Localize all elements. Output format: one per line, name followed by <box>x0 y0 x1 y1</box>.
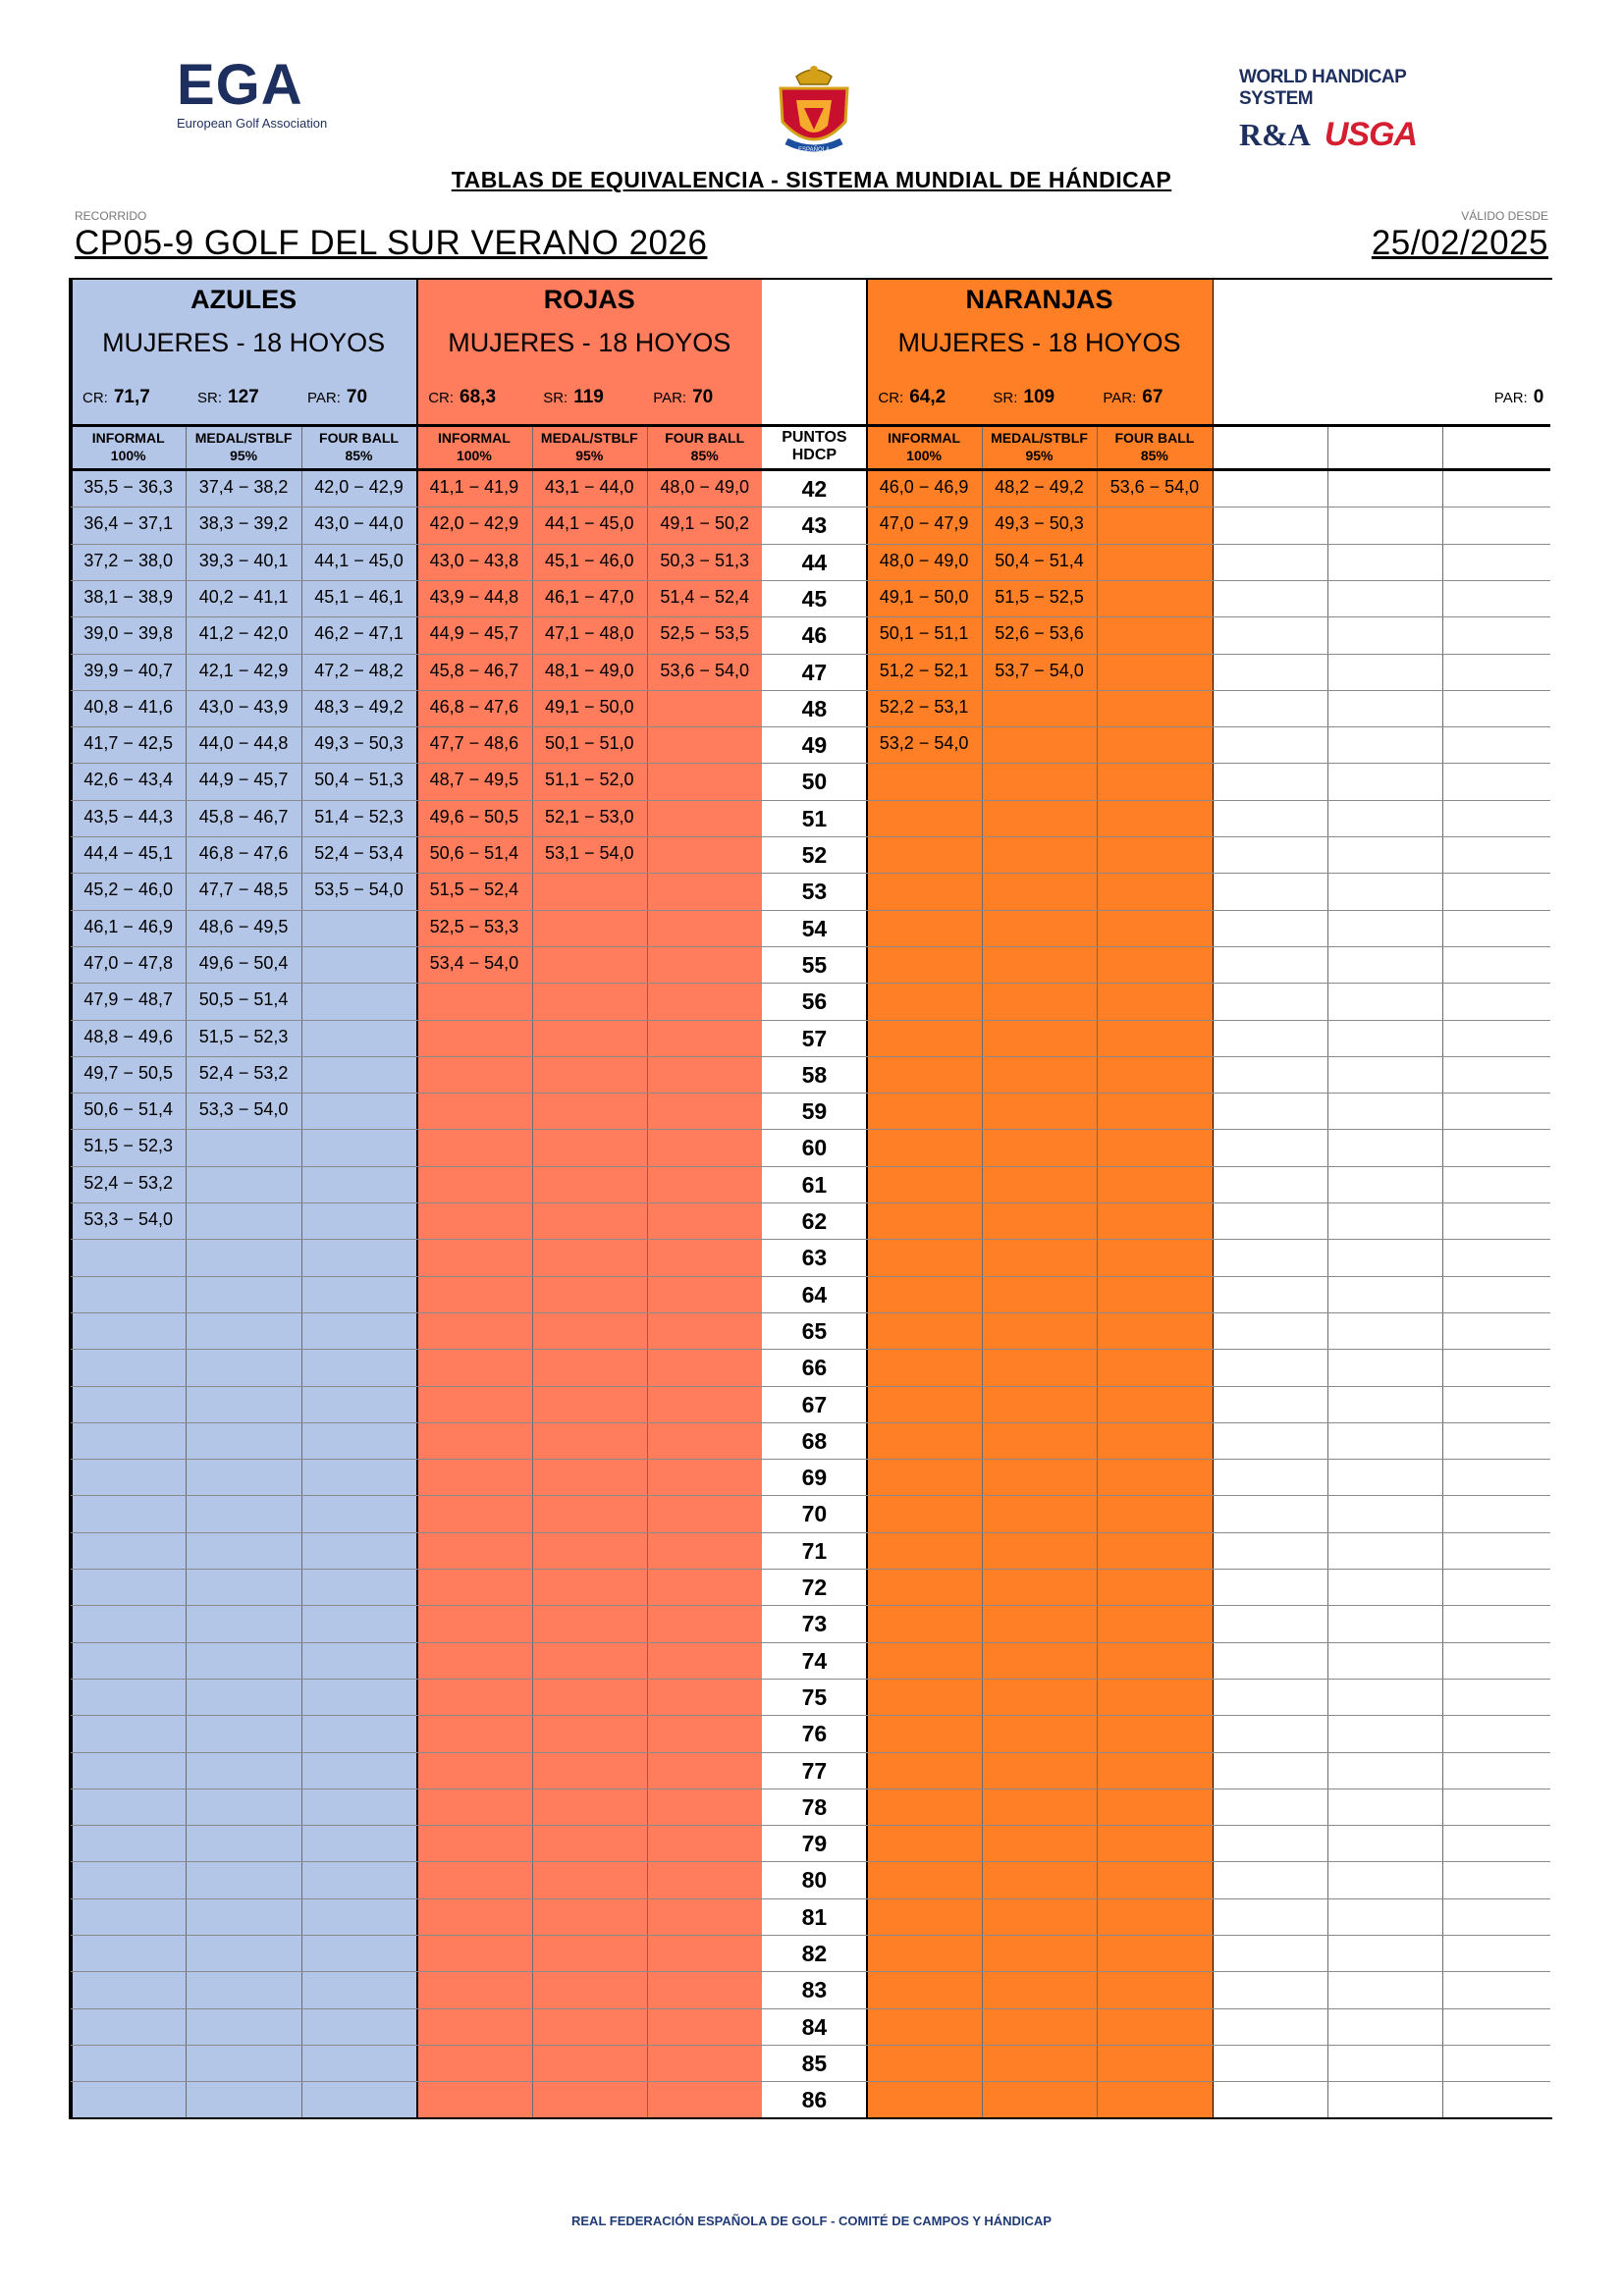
column-header <box>186 425 300 470</box>
handicap-points: 64 <box>801 1281 828 1308</box>
recorrido-label: RECORRIDO <box>75 209 147 223</box>
handicap-points: 45 <box>801 585 828 612</box>
handicap-points: 65 <box>801 1317 828 1344</box>
range-cell: 48,7 − 49,5 <box>429 770 519 790</box>
column-header-type: FOUR BALL <box>665 430 745 446</box>
row-divider <box>71 2081 1550 2082</box>
range-cell: 43,9 − 44,8 <box>429 586 519 607</box>
par-label: PAR: <box>307 390 341 406</box>
handicap-points: 79 <box>801 1831 828 1857</box>
row-divider <box>71 1239 1550 1240</box>
row-divider <box>71 2045 1550 2046</box>
group-name: AZULES <box>190 285 298 314</box>
range-cell: 45,2 − 46,0 <box>83 880 173 900</box>
ega-tagline: European Golf Association <box>177 116 328 131</box>
column-header <box>866 425 981 470</box>
row-divider <box>71 1386 1550 1387</box>
range-cell: 50,4 − 51,4 <box>995 550 1084 570</box>
handicap-points: 46 <box>801 622 828 649</box>
range-cell: 39,0 − 39,8 <box>83 623 173 644</box>
column-header <box>416 425 531 470</box>
range-cell: 47,0 − 47,9 <box>879 513 969 534</box>
range-cell: 50,6 − 51,4 <box>83 1099 173 1120</box>
par-value: 70 <box>692 387 714 407</box>
par-label: PAR: <box>1493 390 1528 406</box>
column-header-percent: 95% <box>230 448 258 463</box>
par-value: 0 <box>1533 387 1544 407</box>
handicap-points: 73 <box>801 1611 828 1637</box>
range-cell: 51,5 − 52,4 <box>429 880 519 900</box>
range-cell: 51,5 − 52,3 <box>83 1136 173 1156</box>
range-cell: 44,9 − 45,7 <box>429 623 519 644</box>
rfeg-crest-icon <box>767 61 861 159</box>
header-border <box>71 468 1550 471</box>
range-cell: 43,0 − 44,0 <box>314 513 404 534</box>
range-cell: 43,5 − 44,3 <box>83 806 173 827</box>
row-divider <box>71 1020 1550 1021</box>
range-cell: 53,2 − 54,0 <box>879 733 969 754</box>
column-header-type: FOUR BALL <box>1114 430 1195 446</box>
range-cell: 39,3 − 40,1 <box>198 550 289 570</box>
range-cell: 47,0 − 47,8 <box>83 952 173 973</box>
group-subtitle: MUJERES - 18 HOYOS <box>102 328 386 357</box>
sr-value: 119 <box>573 387 604 407</box>
sr-label: SR: <box>197 390 223 406</box>
row-divider <box>71 836 1550 837</box>
range-cell: 53,6 − 54,0 <box>1109 477 1200 497</box>
range-cell: 53,7 − 54,0 <box>995 660 1084 680</box>
group-column-4 <box>1213 280 1558 2117</box>
range-cell: 47,2 − 48,2 <box>314 660 404 680</box>
row-divider <box>71 1312 1550 1313</box>
range-cell: 42,1 − 42,9 <box>198 660 289 680</box>
range-cell: 50,3 − 51,3 <box>660 550 749 570</box>
svg-text:ESPAÑOLA: ESPAÑOLA <box>798 147 830 153</box>
range-cell: 47,1 − 48,0 <box>544 623 634 644</box>
row-divider <box>71 1642 1550 1643</box>
column-divider <box>982 425 983 2117</box>
handicap-points: 62 <box>801 1208 828 1234</box>
range-cell: 44,1 − 45,0 <box>544 513 634 534</box>
footer-text: REAL FEDERACIÓN ESPAÑOLA DE GOLF - COMITÉ DE CAMPOS Y HÁNDICAP <box>571 2214 1052 2228</box>
handicap-points: 76 <box>801 1721 828 1747</box>
range-cell: 42,6 − 43,4 <box>83 770 173 790</box>
handicap-points: 43 <box>801 512 828 539</box>
range-cell: 52,4 − 53,2 <box>83 1172 173 1193</box>
sr-label: SR: <box>993 390 1018 406</box>
range-cell: 38,3 − 39,2 <box>198 513 289 534</box>
column-header-percent: 95% <box>1025 448 1054 463</box>
column-header <box>1097 425 1212 470</box>
range-cell: 53,3 − 54,0 <box>198 1099 289 1120</box>
row-divider <box>71 1752 1550 1753</box>
whs-logo <box>1239 67 1445 154</box>
range-cell: 41,1 − 41,9 <box>429 477 519 497</box>
handicap-points: 53 <box>801 879 828 905</box>
usga-logo: USGA <box>1324 116 1418 153</box>
group-divider <box>1213 280 1215 2117</box>
handicap-points: 61 <box>801 1171 828 1198</box>
cr-label: CR: <box>82 390 108 406</box>
row-divider <box>71 1532 1550 1533</box>
cr-value: 71,7 <box>113 387 150 407</box>
handicap-points: 48 <box>801 695 828 721</box>
handicap-points: 56 <box>801 988 828 1015</box>
column-header-type: MEDAL/STBLF <box>194 430 293 446</box>
cr-value: 64,2 <box>909 387 947 407</box>
column-divider <box>1327 425 1328 2117</box>
range-cell: 46,8 − 47,6 <box>198 843 289 863</box>
handicap-points: 50 <box>801 769 828 795</box>
handicap-points: 75 <box>801 1683 828 1710</box>
ega-logo <box>177 53 344 131</box>
column-header-percent: 95% <box>575 448 604 463</box>
group-divider <box>71 280 73 2117</box>
range-cell: 44,1 − 45,0 <box>314 550 404 570</box>
range-cell: 49,3 − 50,3 <box>314 733 404 754</box>
handicap-points: 68 <box>801 1427 828 1454</box>
column-header-percent: 100% <box>110 448 146 463</box>
range-cell: 47,7 − 48,6 <box>429 733 519 754</box>
range-cell: 51,4 − 52,3 <box>314 806 404 827</box>
row-divider <box>71 873 1550 874</box>
column-header-type: INFORMAL <box>888 430 961 446</box>
row-divider <box>71 1569 1550 1570</box>
handicap-points: 74 <box>801 1647 828 1674</box>
slope-rating <box>993 387 1055 408</box>
row-divider <box>71 1129 1550 1130</box>
row-divider <box>71 1202 1550 1203</box>
row-divider <box>71 1093 1550 1094</box>
column-header-type: INFORMAL <box>91 430 165 446</box>
points-header-line1: PUNTOS <box>782 429 847 446</box>
column-header-percent: 100% <box>906 448 942 463</box>
column-divider <box>1097 425 1098 2117</box>
header-border <box>71 424 1550 427</box>
row-divider <box>71 1422 1550 1423</box>
valido-desde-label: VÁLIDO DESDE <box>1461 209 1548 223</box>
row-divider <box>71 654 1550 655</box>
range-cell: 48,0 − 49,0 <box>660 477 749 497</box>
range-cell: 35,5 − 36,3 <box>83 477 173 497</box>
row-divider <box>71 1276 1550 1277</box>
course-rating <box>878 387 946 408</box>
handicap-points: 60 <box>801 1135 828 1161</box>
group-name: ROJAS <box>543 285 635 314</box>
row-divider <box>71 1861 1550 1862</box>
row-divider <box>71 946 1550 947</box>
handicap-points: 42 <box>801 476 828 502</box>
par-value-block <box>653 387 713 408</box>
column-header <box>71 425 186 470</box>
handicap-points: 80 <box>801 1867 828 1894</box>
row-divider <box>71 1898 1550 1899</box>
range-cell: 38,1 − 38,9 <box>83 586 173 607</box>
handicap-points: 77 <box>801 1757 828 1784</box>
cr-value: 68,3 <box>460 387 497 407</box>
handicap-points: 63 <box>801 1245 828 1271</box>
column-header-percent: 85% <box>690 448 719 463</box>
row-divider <box>71 1605 1550 1606</box>
range-cell: 43,0 − 43,9 <box>198 696 289 717</box>
row-divider <box>71 726 1550 727</box>
group-divider <box>416 280 418 2117</box>
range-cell: 50,1 − 51,1 <box>879 623 969 644</box>
course-rating <box>428 387 496 408</box>
handicap-points: 51 <box>801 805 828 831</box>
range-cell: 50,5 − 51,4 <box>198 989 289 1010</box>
handicap-points: 81 <box>801 1903 828 1930</box>
range-cell: 52,5 − 53,3 <box>429 916 519 936</box>
range-cell: 40,2 − 41,1 <box>198 586 289 607</box>
range-cell: 42,0 − 42,9 <box>429 513 519 534</box>
row-divider <box>71 763 1550 764</box>
handicap-points: 59 <box>801 1098 828 1125</box>
range-cell: 48,3 − 49,2 <box>314 696 404 717</box>
whs-title: WORLD HANDICAP SYSTEM <box>1239 67 1406 109</box>
row-divider <box>71 800 1550 801</box>
range-cell: 46,0 − 46,9 <box>879 477 969 497</box>
par-label: PAR: <box>1103 390 1137 406</box>
range-cell: 49,6 − 50,5 <box>429 806 519 827</box>
range-cell: 39,9 − 40,7 <box>83 660 173 680</box>
cr-label: CR: <box>878 390 904 406</box>
points-header-line2: HDCP <box>791 447 838 463</box>
range-cell: 48,2 − 49,2 <box>995 477 1084 497</box>
valid-date: 25/02/2025 <box>1371 224 1548 262</box>
range-cell: 44,4 − 45,1 <box>83 843 173 863</box>
range-cell: 49,1 − 50,0 <box>544 696 634 717</box>
handicap-points: 52 <box>801 842 828 868</box>
range-cell: 51,2 − 52,1 <box>879 660 969 680</box>
handicap-points: 66 <box>801 1355 828 1381</box>
sr-value: 127 <box>228 387 259 407</box>
range-cell: 42,0 − 42,9 <box>314 477 404 497</box>
par-value-block <box>1494 387 1543 408</box>
range-cell: 45,8 − 46,7 <box>429 660 519 680</box>
range-cell: 53,4 − 54,0 <box>429 952 519 973</box>
range-cell: 46,8 − 47,6 <box>429 696 519 717</box>
handicap-points: 71 <box>801 1537 828 1564</box>
equivalence-table <box>69 278 1552 2119</box>
row-divider <box>71 690 1550 691</box>
range-cell: 45,8 − 46,7 <box>198 806 289 827</box>
par-value: 70 <box>346 387 368 407</box>
column-header-type: MEDAL/STBLF <box>991 430 1088 446</box>
row-divider <box>71 616 1550 617</box>
range-cell: 46,1 − 47,0 <box>544 586 634 607</box>
handicap-points: 78 <box>801 1793 828 1820</box>
row-divider <box>71 1679 1550 1680</box>
column-divider <box>1442 425 1443 2117</box>
par-value-block <box>307 387 367 408</box>
range-cell: 48,8 − 49,6 <box>83 1026 173 1046</box>
handicap-points: 83 <box>801 1977 828 2003</box>
range-cell: 37,2 − 38,0 <box>83 550 173 570</box>
document-title: TABLAS DE EQUIVALENCIA - SISTEMA MUNDIAL DE HÁNDICAP <box>451 167 1172 192</box>
handicap-points: 69 <box>801 1465 828 1491</box>
row-divider <box>71 1459 1550 1460</box>
range-cell: 49,3 − 50,3 <box>995 513 1084 534</box>
column-header-type: INFORMAL <box>437 430 511 446</box>
range-cell: 48,6 − 49,5 <box>198 916 289 936</box>
range-cell: 51,5 − 52,3 <box>198 1026 289 1046</box>
row-divider <box>71 1056 1550 1057</box>
cr-label: CR: <box>428 390 455 406</box>
handicap-points: 72 <box>801 1575 828 1600</box>
group-name <box>1213 280 1558 319</box>
range-cell: 41,7 − 42,5 <box>83 733 173 754</box>
handicap-points: 70 <box>801 1501 828 1527</box>
row-divider <box>71 1495 1550 1496</box>
range-cell: 41,2 − 42,0 <box>198 623 289 644</box>
sr-label: SR: <box>543 390 568 406</box>
points-header <box>762 425 866 470</box>
range-cell: 53,1 − 54,0 <box>544 843 634 863</box>
range-cell: 49,1 − 50,2 <box>660 513 749 534</box>
group-subtitle: MUJERES - 18 HOYOS <box>897 328 1181 357</box>
range-cell: 52,5 − 53,5 <box>660 623 749 644</box>
handicap-points: 84 <box>801 2013 828 2040</box>
ega-logo-text: EGA <box>177 53 303 117</box>
range-cell: 45,1 − 46,0 <box>544 550 634 570</box>
range-cell: 48,1 − 49,0 <box>544 660 634 680</box>
column-divider <box>532 425 533 2117</box>
row-divider <box>71 544 1550 545</box>
column-divider <box>301 425 302 2117</box>
handicap-points: 67 <box>801 1391 828 1417</box>
range-cell: 37,4 − 38,2 <box>198 477 289 497</box>
handicap-points: 85 <box>801 2050 828 2076</box>
row-divider <box>71 1349 1550 1350</box>
range-cell: 52,2 − 53,1 <box>879 696 969 717</box>
row-divider <box>71 910 1550 911</box>
range-cell: 50,1 − 51,0 <box>544 733 634 754</box>
points-divider <box>866 280 868 2117</box>
handicap-points: 47 <box>801 659 828 685</box>
range-cell: 44,0 − 44,8 <box>198 733 289 754</box>
column-header-percent: 85% <box>345 448 373 463</box>
range-cell: 48,0 − 49,0 <box>879 550 969 570</box>
range-cell: 52,4 − 53,4 <box>314 843 404 863</box>
range-cell: 49,7 − 50,5 <box>83 1062 173 1083</box>
handicap-points: 54 <box>801 915 828 941</box>
column-divider <box>186 425 187 2117</box>
ra-logo: R&A <box>1239 117 1311 152</box>
range-cell: 53,6 − 54,0 <box>660 660 749 680</box>
par-label: PAR: <box>653 390 687 406</box>
par-value-block <box>1103 387 1163 408</box>
column-header <box>982 425 1097 470</box>
range-cell: 53,5 − 54,0 <box>314 880 404 900</box>
range-cell: 40,8 − 41,6 <box>83 696 173 717</box>
range-cell: 51,4 − 52,4 <box>660 586 749 607</box>
row-divider <box>71 983 1550 984</box>
group-subtitle: MUJERES - 18 HOYOS <box>448 328 731 357</box>
range-cell: 47,9 − 48,7 <box>83 989 173 1010</box>
handicap-points: 57 <box>801 1025 828 1051</box>
row-divider <box>71 1825 1550 1826</box>
range-cell: 47,7 − 48,5 <box>198 880 289 900</box>
range-cell: 49,1 − 50,0 <box>879 586 969 607</box>
handicap-points: 58 <box>801 1061 828 1088</box>
range-cell: 51,1 − 52,0 <box>544 770 634 790</box>
row-divider <box>71 1715 1550 1716</box>
column-header-type: MEDAL/STBLF <box>540 430 638 446</box>
group-name: NARANJAS <box>965 285 1113 314</box>
group-subtitle <box>1213 323 1558 362</box>
sr-value: 109 <box>1023 387 1055 407</box>
range-cell: 43,0 − 43,8 <box>429 550 519 570</box>
row-divider <box>71 1166 1550 1167</box>
range-cell: 49,6 − 50,4 <box>198 952 289 973</box>
handicap-points: 86 <box>801 2087 828 2113</box>
range-cell: 52,4 − 53,2 <box>198 1062 289 1083</box>
row-divider <box>71 1935 1550 1936</box>
column-header <box>301 425 416 470</box>
handicap-points: 44 <box>801 549 828 575</box>
range-cell: 46,2 − 47,1 <box>314 623 404 644</box>
range-cell: 53,3 − 54,0 <box>83 1209 173 1229</box>
course-name: CP05-9 GOLF DEL SUR VERANO 2026 <box>75 224 708 262</box>
range-cell: 45,1 − 46,1 <box>314 586 404 607</box>
par-value: 67 <box>1142 387 1163 407</box>
course-rating <box>82 387 150 408</box>
column-header <box>647 425 762 470</box>
slope-rating <box>543 387 604 408</box>
column-header-percent: 85% <box>1140 448 1168 463</box>
column-divider <box>647 425 648 2117</box>
slope-rating <box>197 387 259 408</box>
range-cell: 52,1 − 53,0 <box>544 806 634 827</box>
handicap-points: 49 <box>801 732 828 759</box>
handicap-points: 82 <box>801 1941 828 1966</box>
column-header-type: FOUR BALL <box>319 430 399 446</box>
row-divider <box>71 2008 1550 2009</box>
range-cell: 51,5 − 52,5 <box>995 586 1084 607</box>
range-cell: 46,1 − 46,9 <box>83 916 173 936</box>
range-cell: 44,9 − 45,7 <box>198 770 289 790</box>
column-header <box>532 425 647 470</box>
row-divider <box>71 580 1550 581</box>
range-cell: 50,4 − 51,3 <box>314 770 404 790</box>
row-divider <box>71 1971 1550 1972</box>
range-cell: 50,6 − 51,4 <box>429 843 519 863</box>
range-cell: 43,1 − 44,0 <box>544 477 634 497</box>
handicap-points: 55 <box>801 951 828 978</box>
range-cell: 36,4 − 37,1 <box>83 513 173 534</box>
column-header-percent: 100% <box>456 448 492 463</box>
range-cell: 52,6 − 53,6 <box>995 623 1084 644</box>
